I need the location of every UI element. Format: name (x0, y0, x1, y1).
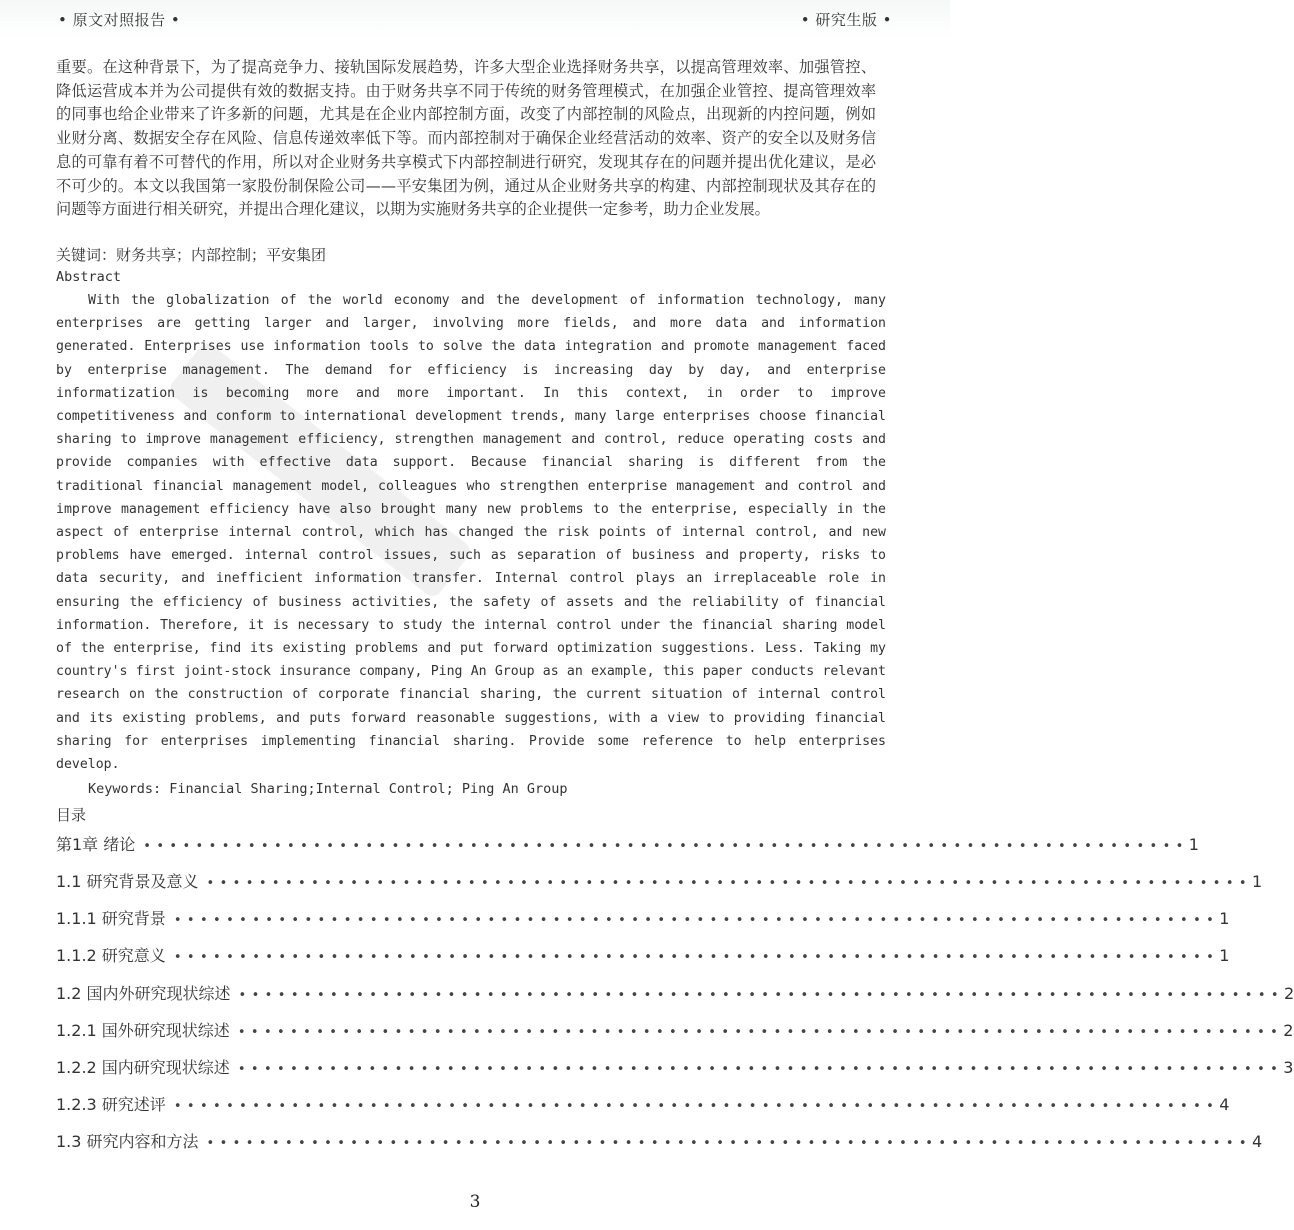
toc-leader-dots: •••••••••••••••••••••••••••••••••••••••••••••••••••••••••••••••••••••••••••••••• (173, 950, 1220, 965)
toc-entry-title: 1.1 研究背景及意义 (56, 872, 199, 891)
toc-entry[interactable] (56, 906, 1230, 928)
toc-entry-title: 1.2.2 国内研究现状综述 (56, 1058, 230, 1077)
toc-entry[interactable] (56, 1018, 1294, 1040)
toc-entry-page: 1 (1219, 946, 1230, 965)
toc-leader-dots: •••••••••••••••••••••••••••••••••••••••••••••••••••••••••••••••••••••••••••••••• (206, 876, 1252, 891)
toc-entry[interactable] (56, 1055, 1294, 1077)
toc-entry-title: 1.3 研究内容和方法 (56, 1132, 199, 1151)
toc-entry-page: 2 (1283, 984, 1294, 1003)
toc-entry-title: 1.1.1 研究背景 (56, 909, 166, 928)
toc-leader-dots: •••••••••••••••••••••••••••••••••••••••••••••••••••••••••••••••••••••••••••••••• (237, 1062, 1284, 1077)
toc-entry-page: 1 (1188, 835, 1199, 854)
toc-entry[interactable] (56, 869, 1263, 891)
toc-entry-page: 1 (1219, 909, 1230, 928)
keywords-en: Keywords: Financial Sharing;Internal Control; Ping An Group (88, 781, 568, 797)
toc-entry-title: 1.2 国内外研究现状综述 (56, 984, 231, 1003)
toc-entry-title: 1.1.2 研究意义 (56, 946, 166, 965)
toc-leader-dots: •••••••••••••••••••••••••••••••••••••••••••••••••••••••••••••••••••••••••••••••• (143, 839, 1189, 854)
toc-entry-page: 2 (1283, 1021, 1294, 1040)
keywords-zh: 关键词：财务共享；内部控制；平安集团 (56, 246, 327, 264)
toc-leader-dots: •••••••••••••••••••••••••••••••••••••••••••••••••••••••••••••••••••••••••••••••• (206, 1136, 1252, 1151)
toc-entry[interactable] (56, 832, 1199, 854)
toc-leader-dots: •••••••••••••••••••••••••••••••••••••••••••••••••••••••••••••••••••••••••••••••• (173, 913, 1220, 928)
toc-entry-page: 4 (1251, 1132, 1263, 1151)
toc-heading: 目录 (56, 806, 87, 824)
abstract-en: With the globalization of the world economy and the development of information technology, many enterprises are getting larger and larger, involving more fields, and more data and information generated. Enterprises use information tools to solve the data integration and promote management faced by enterprise management. The demand for efficiency is increasing day by day, and enterprise informatization is becoming more and more important. In this context, in order to improve competitiveness and conform to international development trends, many large enterprises choose financial sharing to improve management efficiency, strengthen management and control, reduce operating costs and provide companies with effective data support. Because financial sharing is different from the traditional financial management model, colleagues who strengthen enterprise management and control and improve management efficiency have also brought many new problems to the enterprise, especially in the aspect of enterprise internal control, which has changed the risk points of internal control, and new problems have emerged. internal control issues, such as separation of business and property, risks to data security, and inefficient information transfer. Internal control plays an irreplaceable role in ensuring the efficiency of business activities, the safety of assets and the reliability of financial information. Therefore, it is necessary to study the internal control under the financial sharing model of the enterprise, find its existing problems and put forward optimization suggestions. Less. Taking my country's first joint-stock insurance company, Ping An Group as an example, this paper conducts relevant research on the construction of corporate financial sharing, the current situation of internal control and its existing problems, and puts forward reasonable suggestions, with a view to providing financial sharing for enterprises implementing financial sharing. Provide some reference to help enterprises develop. (56, 293, 886, 773)
toc-entry[interactable] (56, 1129, 1263, 1151)
toc-leader-dots: •••••••••••••••••••••••••••••••••••••••••••••••••••••••••••••••••••••••••••••••• (238, 988, 1284, 1003)
toc-entry-title: 1.2.3 研究述评 (56, 1095, 166, 1114)
toc-entry-title: 第1章 绪论 (56, 835, 136, 854)
header-report-type: • 原文对照报告 • (58, 11, 181, 29)
abstract-zh: 重要。在这种背景下，为了提高竞争力、接轨国际发展趋势，许多大型企业选择财务共享，以提高管理效率、加强管控、降低运营成本并为公司提供有效的数据支持。由于财务共享不同于传统的财务管理模式，在加强企业管控、提高管理效率的同事也给企业带来了许多新的问题，尤其是在企业内部控制方面，改变了内部控制的风险点，出现新的内控问题，例如业财分离、数据安全存在风险、信息传递效率低下等。而内部控制对于确保企业经营活动的效率、资产的安全以及财务信息的可靠有着不可替代的作用，所以对企业财务共享模式下内部控制进行研究，发现其存在的问题并提出优化建议，是必不可少的。本文以我国第一家股份制保险公司——平安集团为例，通过从企业财务共享的构建、内部控制现状及其存在的问题等方面进行相关研究，并提出合理化建议，以期为实施财务共享的企业提供一定参考，助力企业发展。 (56, 58, 876, 219)
toc-entry-page: 4 (1219, 1095, 1230, 1114)
toc-entry-title: 1.2.1 国外研究现状综述 (56, 1021, 230, 1040)
toc-entry[interactable] (56, 981, 1294, 1003)
header-edition: • 研究生版 • (800, 11, 892, 29)
toc-leader-dots: •••••••••••••••••••••••••••••••••••••••••••••••••••••••••••••••••••••••••••••••• (173, 1099, 1220, 1114)
abstract-heading: Abstract (56, 269, 122, 285)
toc-leader-dots: •••••••••••••••••••••••••••••••••••••••••••••••••••••••••••••••••••••••••••••••• (237, 1025, 1284, 1040)
toc-entry-page: 3 (1283, 1058, 1294, 1077)
toc-entry[interactable] (56, 943, 1230, 965)
page-number: 3 (469, 1192, 481, 1212)
toc-entry-page: 1 (1251, 872, 1263, 891)
toc-entry[interactable] (56, 1092, 1230, 1114)
